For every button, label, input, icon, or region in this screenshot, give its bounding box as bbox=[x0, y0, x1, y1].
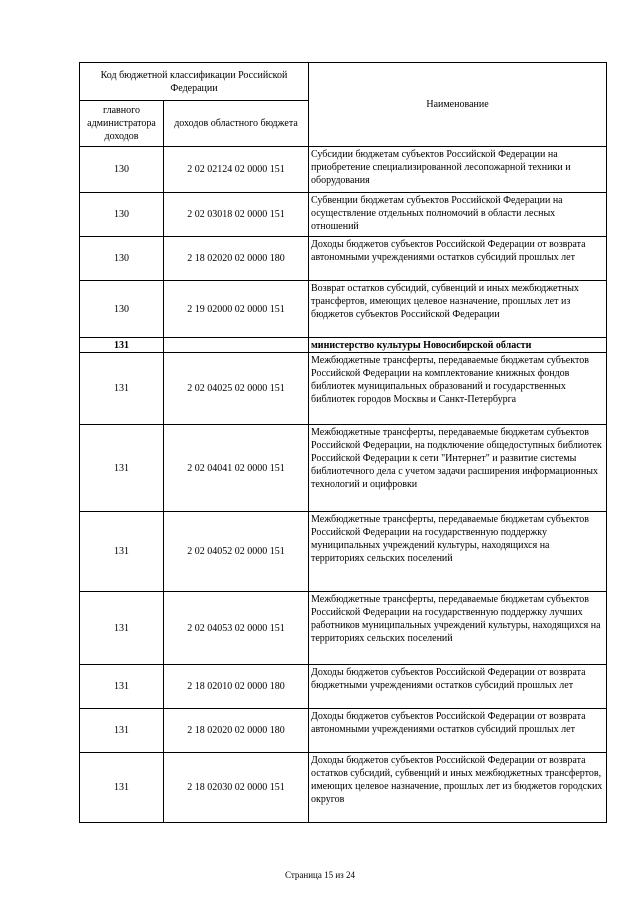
name-cell: Доходы бюджетов субъектов Российской Федерации от возврата автономными учреждениями остатков субсидий прошлых лет bbox=[309, 237, 607, 281]
table-row bbox=[80, 425, 607, 512]
table-row bbox=[80, 353, 607, 425]
name-cell: Возврат остатков субсидий, субвенций и иных межбюджетных трансфертов, имеющих целевое назначение, прошлых лет из бюджетов субъектов Российской Федерации bbox=[309, 281, 607, 338]
name-cell: Межбюджетные трансферты, передаваемые бюджетам субъектов Российской Федерации на государственную поддержку лучших работников муниципальных учреждений культуры, находящихся на территориях сельских поселений bbox=[309, 592, 607, 665]
admin-code-cell: 131 bbox=[80, 425, 164, 512]
header-group-title: Код бюджетной классификации Российской Федерации bbox=[80, 63, 309, 101]
revenue-code-cell: 2 18 02010 02 0000 180 bbox=[164, 665, 309, 709]
admin-code-cell: 130 bbox=[80, 281, 164, 338]
name-cell: Межбюджетные трансферты, передаваемые бюджетам субъектов Российской Федерации, на подключение общедоступных библиотек Российской Федерации к сети "Интернет" и развитие системы библиотечного дела с учетом задачи расширения информационных технологий и оцифровки bbox=[309, 425, 607, 512]
revenue-code-cell: 2 02 04041 02 0000 151 bbox=[164, 425, 309, 512]
name-cell: Доходы бюджетов субъектов Российской Федерации от возврата бюджетными учреждениями остатков субсидий прошлых лет bbox=[309, 665, 607, 709]
table-row bbox=[80, 665, 607, 709]
table-row bbox=[80, 753, 607, 823]
admin-code-cell: 131 bbox=[80, 512, 164, 592]
revenue-code-cell bbox=[164, 338, 309, 353]
name-cell: Доходы бюджетов субъектов Российской Федерации от возврата остатков субсидий, субвенций и иных межбюджетных трансфертов, имеющих целевое назначение, прошлых лет из бюджетов городских округов bbox=[309, 753, 607, 823]
admin-code-cell: 131 bbox=[80, 353, 164, 425]
table-row bbox=[80, 147, 607, 193]
header-admin-column: главного администратора доходов bbox=[80, 101, 164, 147]
revenue-code-cell: 2 18 02020 02 0000 180 bbox=[164, 709, 309, 753]
admin-code-cell: 131 bbox=[80, 592, 164, 665]
table-header-row bbox=[80, 63, 607, 101]
admin-code-cell: 130 bbox=[80, 147, 164, 193]
table-row bbox=[80, 592, 607, 665]
header-code-column: доходов областного бюджета bbox=[164, 101, 309, 147]
revenue-code-cell: 2 19 02000 02 0000 151 bbox=[164, 281, 309, 338]
revenue-code-cell: 2 18 02020 02 0000 180 bbox=[164, 237, 309, 281]
revenue-code-cell: 2 02 03018 02 0000 151 bbox=[164, 193, 309, 237]
name-cell: Межбюджетные трансферты, передаваемые бюджетам субъектов Российской Федерации на государственную поддержку муниципальных учреждений культуры, находящихся на территориях сельских поселений bbox=[309, 512, 607, 592]
revenue-code-cell: 2 02 04052 02 0000 151 bbox=[164, 512, 309, 592]
admin-code-cell: 130 bbox=[80, 193, 164, 237]
admin-code-cell: 131 bbox=[80, 753, 164, 823]
name-cell: Субвенции бюджетам субъектов Российской Федерации на осуществление отдельных полномочий в области лесных отношений bbox=[309, 193, 607, 237]
header-name-column: Наименование bbox=[309, 63, 607, 147]
budget-classification-table bbox=[79, 62, 607, 823]
table-body bbox=[80, 147, 607, 823]
page-number: Страница 15 из 24 bbox=[285, 870, 355, 880]
revenue-code-cell: 2 18 02030 02 0000 151 bbox=[164, 753, 309, 823]
name-cell: Межбюджетные трансферты, передаваемые бюджетам субъектов Российской Федерации на комплектование книжных фондов библиотек муниципальных образований и государственных библиотек городов Москвы и Санкт-Петербурга bbox=[309, 353, 607, 425]
name-cell: Доходы бюджетов субъектов Российской Федерации от возврата автономными учреждениями остатков субсидий прошлых лет bbox=[309, 709, 607, 753]
table-row bbox=[80, 281, 607, 338]
revenue-code-cell: 2 02 04025 02 0000 151 bbox=[164, 353, 309, 425]
admin-code-cell: 130 bbox=[80, 237, 164, 281]
admin-code-cell: 131 bbox=[80, 338, 164, 353]
revenue-code-cell: 2 02 02124 02 0000 151 bbox=[164, 147, 309, 193]
name-cell: Субсидии бюджетам субъектов Российской Федерации на приобретение специализированной лесопожарной техники и оборудования bbox=[309, 147, 607, 193]
table-row bbox=[80, 709, 607, 753]
table-section-row bbox=[80, 338, 607, 353]
table-row bbox=[80, 193, 607, 237]
admin-code-cell: 131 bbox=[80, 665, 164, 709]
revenue-code-cell: 2 02 04053 02 0000 151 bbox=[164, 592, 309, 665]
table-row bbox=[80, 512, 607, 592]
table-row bbox=[80, 237, 607, 281]
name-cell: министерство культуры Новосибирской области bbox=[309, 338, 607, 353]
admin-code-cell: 131 bbox=[80, 709, 164, 753]
